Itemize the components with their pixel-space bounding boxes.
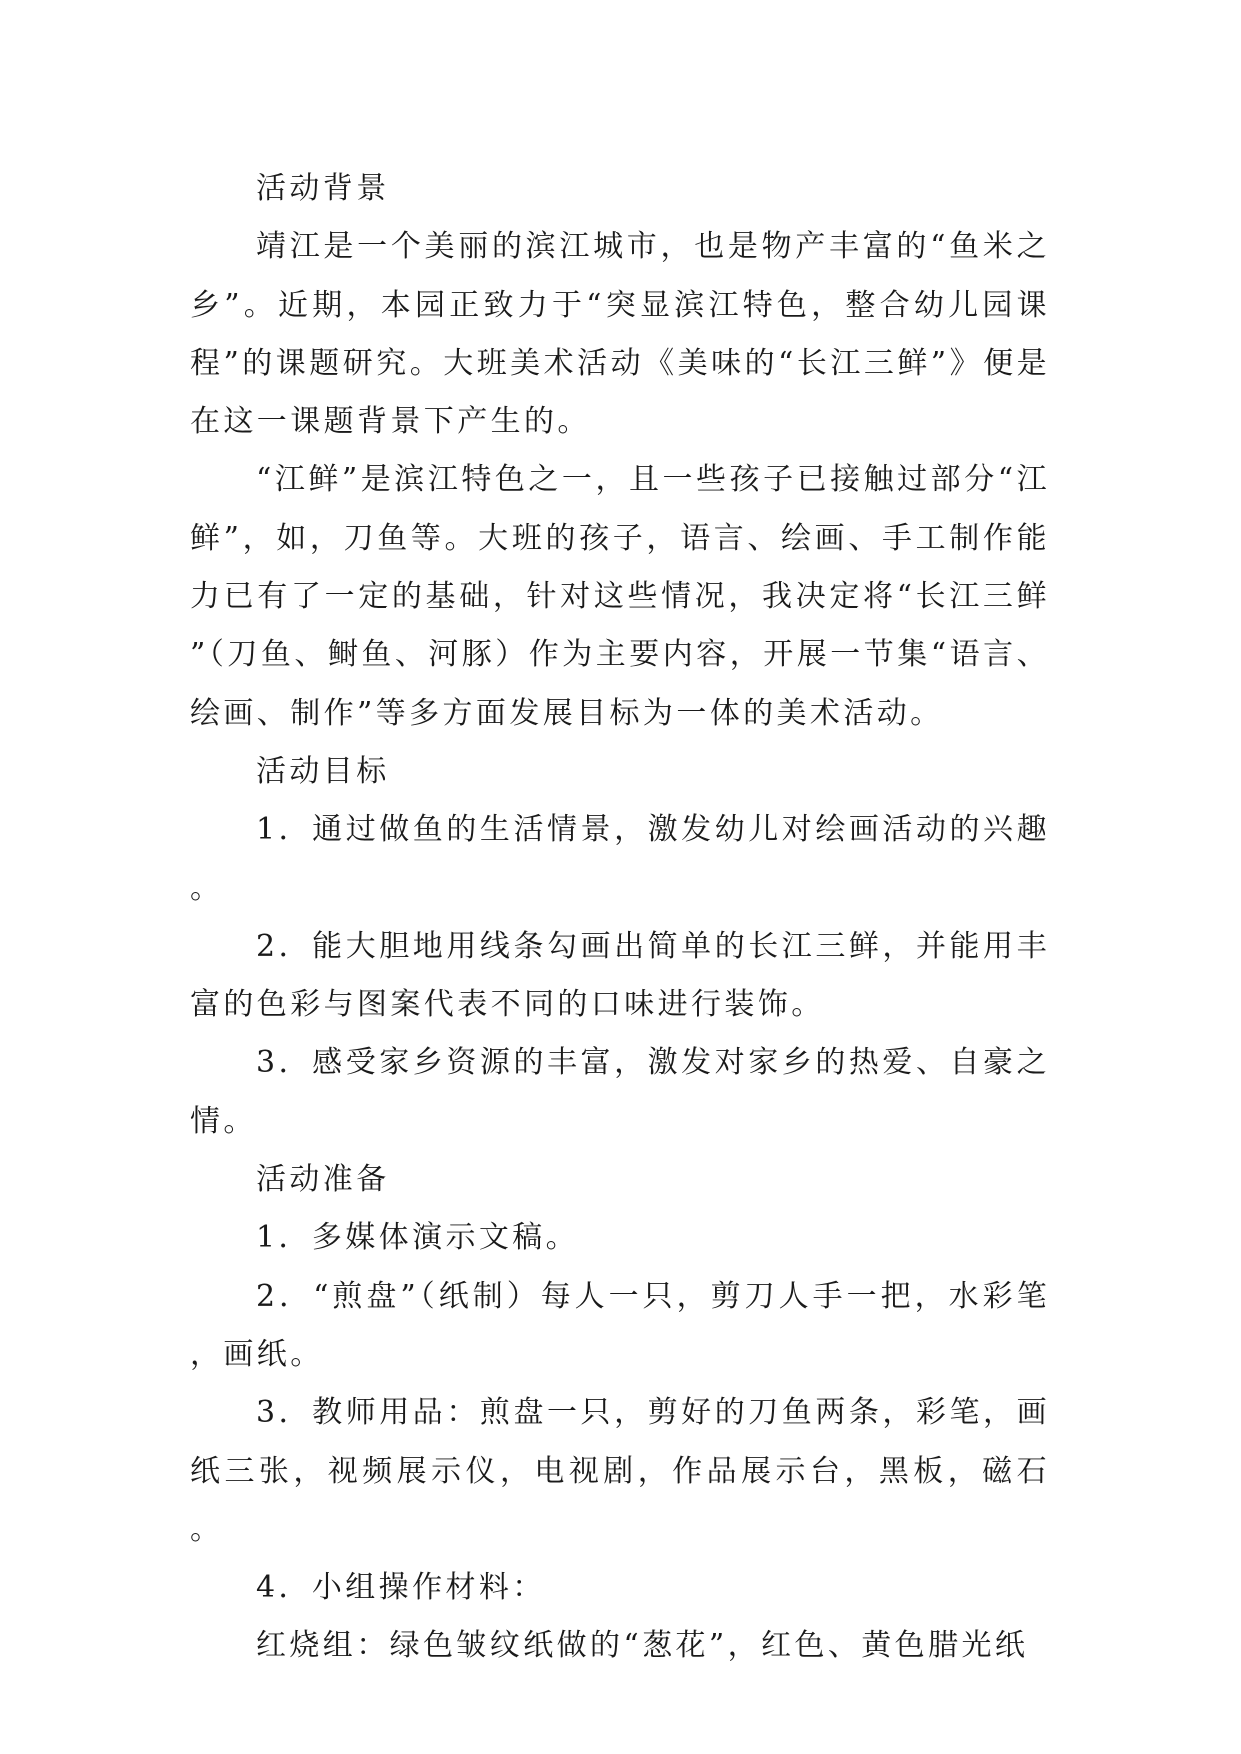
- prep-item-group-braised: 红烧组：绿色皱纹纸做的“葱花”，红色、黄色腊光纸: [256, 1628, 1029, 1664]
- goal-item-1: 1．通过做鱼的生活情景，激发幼儿对绘画活动的兴趣。: [190, 812, 1050, 906]
- paragraph-background-detail: “江鲜”是滨江特色之一，且一些孩子已接触过部分“江鲜”，如，刀鱼等。大班的孩子，语言、绘画、手工制作能力已有了一定的基础，针对这些情况，我决定将“长江三鲜”（刀鱼、鲥鱼、河豚）作为主要内容，开展一节集“语言、绘画、制作”等多方面发展目标为一体的美术活动。: [190, 462, 1050, 731]
- paragraph-background-intro: 靖江是一个美丽的滨江城市，也是物产丰富的“鱼米之乡”。近期，本园正致力于“突显滨江特色，整合幼儿园课程”的课题研究。大班美术活动《美味的“长江三鲜”》便是在这一课题背景下产生的。: [190, 229, 1050, 440]
- prep-item-2: 2．“煎盘”（纸制）每人一只，剪刀人手一把，水彩笔，画纸。: [190, 1278, 1050, 1372]
- goal-item-2: 2．能大胆地用线条勾画出简单的长江三鲜，并能用丰富的色彩与图案代表不同的口味进行装饰。: [190, 928, 1050, 1023]
- section-heading-background: 活动背景: [256, 171, 390, 206]
- goal-item-3: 3．感受家乡资源的丰富，激发对家乡的热爱、自豪之情。: [190, 1045, 1050, 1139]
- prep-item-4: 4．小组操作材料：: [256, 1570, 546, 1606]
- section-heading-goals: 活动目标: [256, 753, 390, 789]
- prep-item-1: 1．多媒体演示文稿。: [256, 1220, 580, 1256]
- document-body: [190, 160, 1050, 1676]
- prep-item-3: 3．教师用品：煎盘一只，剪好的刀鱼两条，彩笔，画纸三张，视频展示仪，电视剧，作品展示台，黑板，磁石。: [190, 1395, 1050, 1547]
- section-heading-preparation: 活动准备: [256, 1162, 390, 1198]
